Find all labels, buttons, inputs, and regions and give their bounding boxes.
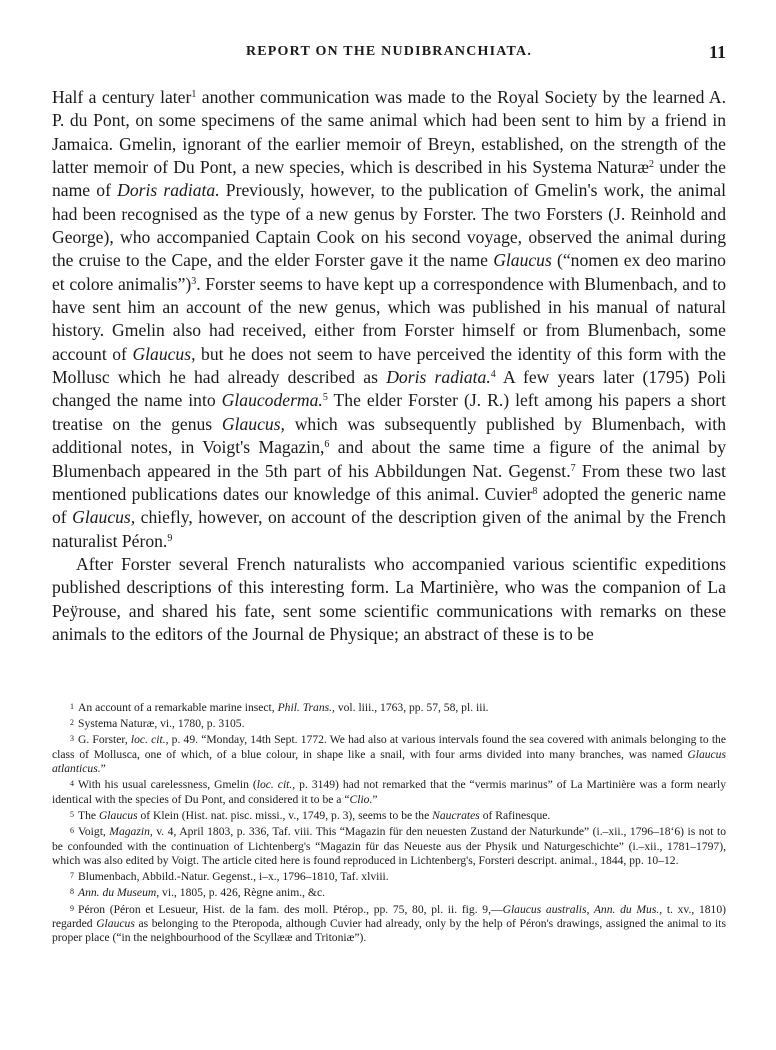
italic-text: Glaucus australis, Ann. du Mus., [502, 902, 663, 916]
text-run: of Klein (Hist. nat. pisc. missi., v., 1749, p. 3), seems to be the [137, 809, 433, 823]
footnote [52, 902, 726, 946]
text-run: adopted the generic name of [52, 483, 726, 528]
text-run: p. 49. “Monday, 14th Sept. 1772. We had also at various intervals found the sea covered with animals belonging to the class of Mollusca, one of which, of a blue colour, in shape like a snail, with four arms divided into many branches, was named [52, 733, 726, 761]
italic-text: Glaucus, [72, 507, 136, 528]
italic-text: Glaucus [96, 917, 135, 931]
page-number: 11 [708, 42, 726, 62]
text-run: An account of a remarkable marine insect, [78, 701, 278, 714]
italic-text: Glaucus [98, 809, 138, 823]
text-run: The [78, 809, 99, 823]
footnote-mark: 9 [70, 903, 74, 913]
text-run: ” [100, 762, 106, 776]
italic-text: Glaucoderma. [221, 390, 323, 411]
text-run: Voigt, [78, 825, 110, 839]
text-run: The elder Forster (J. R.) left among his papers a short treatise on the genus [52, 390, 726, 434]
body-text [52, 86, 726, 646]
footnote [52, 869, 726, 884]
text-run: but he does not seem to have perceived the identity of this form with the Mollusc which he had already described as [52, 343, 726, 388]
footnote-ref: 9 [167, 532, 173, 544]
text-run: and about the same time a figure of the animal by Blumenbach appeared in the 5th part of his Abbildungen Nat. Gegenst. [52, 437, 726, 481]
text-run: (“nomen ex deo marino et colore animalis”) [52, 250, 726, 294]
text-run: With his usual carelessness, Gmelin ( [78, 778, 257, 792]
text-run: chiefly, however, on account of the description given of the animal by the French naturalist Péron. [52, 507, 726, 551]
text-run: as belonging to the Pteropoda, although Cuvier had already, only by the help of Péron's drawings, assigned the animal to its proper place (“in the neighbourhood of the Scyllææ and Tritoniæ”). [52, 917, 726, 945]
text-run: After Forster several French naturalists who accompanied various scientific expeditions published descriptions of this interesting form. La Martinière, who was the companion of La Peÿrouse, and shared his fate, sent some scientific communications with remarks on these animals to the editors of the Journal de Physique; an abstract of these is to be [52, 553, 726, 644]
footnote [52, 700, 726, 715]
text-run: ” [372, 792, 378, 806]
footnote-mark: 3 [70, 734, 74, 744]
footnote [52, 808, 726, 823]
text-run: A few years later (1795) Poli changed the name into [52, 367, 726, 411]
text-run: From these two last mentioned publications dates our knowledge of this animal. Cuvier [52, 460, 727, 504]
footnote-ref: 4 [490, 369, 496, 381]
text-run: Previously, however, to the publication of Gmelin's work, the animal had been recognised as the type of a new genus by Forster. The two Forsters (J. Reinhold and George), who accompanied Captain Cook on his second voyage, observed the animal during the cruise to the Cape, and the elder Forster gave it the name [52, 180, 726, 271]
footnote-ref: 6 [324, 439, 330, 451]
footnote-mark: 7 [70, 871, 74, 881]
text-run: vi., 1805, p. 426, Règne anim., &c. [159, 886, 325, 900]
footnote [52, 732, 726, 776]
italic-text: Glaucus, [221, 413, 285, 434]
italic-text: Naucrates [432, 809, 480, 823]
italic-text: Magazin, [109, 825, 153, 839]
italic-text: Doris radiata. [386, 367, 491, 388]
text-run: p. 3149) had not remarked that the “vermis marinus” of La Martinière was a form nearly identical with the species of Du Pont, and considered it to be a “ [52, 778, 726, 806]
italic-text: loc. cit., [130, 733, 169, 747]
footnote-mark: 2 [70, 718, 74, 728]
italic-text: Glaucus [493, 250, 552, 271]
footnotes [52, 700, 726, 947]
italic-text: Clio. [349, 792, 373, 806]
italic-text: Phil. Trans., [277, 701, 335, 714]
text-run: v. 4, April 1803, p. 336, Taf. viii. This “Magazin für den neuesten Zustand der Naturkunde” (i.–xii., 1796–18ʻ6) is not to be confounded with the continuation of Lichtenberg's “Magazin für das Neueste aus der Physik und Naturgeschichte” (i.–xii., 1781–1797), which was also edited by Voigt. The article cited here is found reproduced in Lichtenberg's, Forsteri descript. animal., 1844, pp. 10–12. [52, 825, 727, 868]
italic-text: Ann. du Museum, [78, 886, 160, 900]
text-run: G. Forster, [78, 733, 131, 747]
paragraph [52, 86, 726, 553]
footnote-mark: 4 [70, 779, 74, 789]
footnote [52, 824, 726, 868]
italic-text: loc. cit., [256, 778, 296, 792]
footnote [52, 885, 726, 900]
text-run: Péron (Péron et Lesueur, Hist. de la fam. des moll. Ptérop., pp. 75, 80, pl. ii. fig. 9,— [78, 902, 503, 916]
text-run: Blumenbach, Abbild.-Natur. Gegenst., i–x., 1796–1810, Taf. xlviii. [78, 870, 389, 884]
italic-text: Doris radiata. [117, 180, 220, 201]
footnote-mark: 6 [70, 826, 74, 836]
footnote-ref: 2 [648, 159, 654, 171]
text-run: Systema Naturæ, vi., 1780, p. 3105. [78, 717, 245, 731]
footnote-ref: 3 [191, 275, 197, 287]
text-run: under the name of [52, 157, 726, 201]
footnote-ref: 5 [322, 392, 328, 404]
text-run: vol. liii., 1763, pp. 57, 58, pl. iii. [334, 701, 489, 714]
italic-text: Glaucus atlanticus. [52, 747, 726, 776]
text-run: of Rafinesque. [479, 809, 551, 823]
text-run: . Forster seems to have kept up a correspondence with Blumenbach, and to have sent him an account of the new genus, which was published in his manual of natural history. Gmelin also had received, either from Forster himself or from Blumenbach, some account of [52, 273, 727, 364]
running-title: REPORT ON THE NUDIBRANCHIATA. [245, 44, 533, 59]
text-run: Half a century later [52, 87, 192, 107]
footnote-ref: 1 [191, 89, 197, 100]
footnote-mark: 5 [70, 810, 74, 820]
text-run: t. xv., 1810) regarded [52, 902, 726, 931]
footnote [52, 777, 726, 807]
footnote-ref: 7 [570, 462, 576, 474]
text-run: which was subsequently published by Blumenbach, with additional notes, in Voigt's Magazin, [52, 413, 726, 458]
footnote-ref: 8 [532, 485, 538, 497]
footnote [52, 716, 726, 731]
text-run: another communication was made to the Royal Society by the learned A. P. du Pont, on some specimens of the same animal which had been sent to him by a friend in Jamaica. Gmelin, ignorant of the earlier memoir of Breyn, established, on the strength of the latter memoir of Du Pont, a new species, which is described in his Systema Naturæ [52, 87, 726, 178]
page-header [52, 44, 726, 64]
footnote-mark: 8 [70, 887, 74, 897]
italic-text: Glaucus, [132, 343, 196, 364]
footnote-mark: 1 [70, 702, 74, 711]
paragraph [52, 553, 726, 646]
